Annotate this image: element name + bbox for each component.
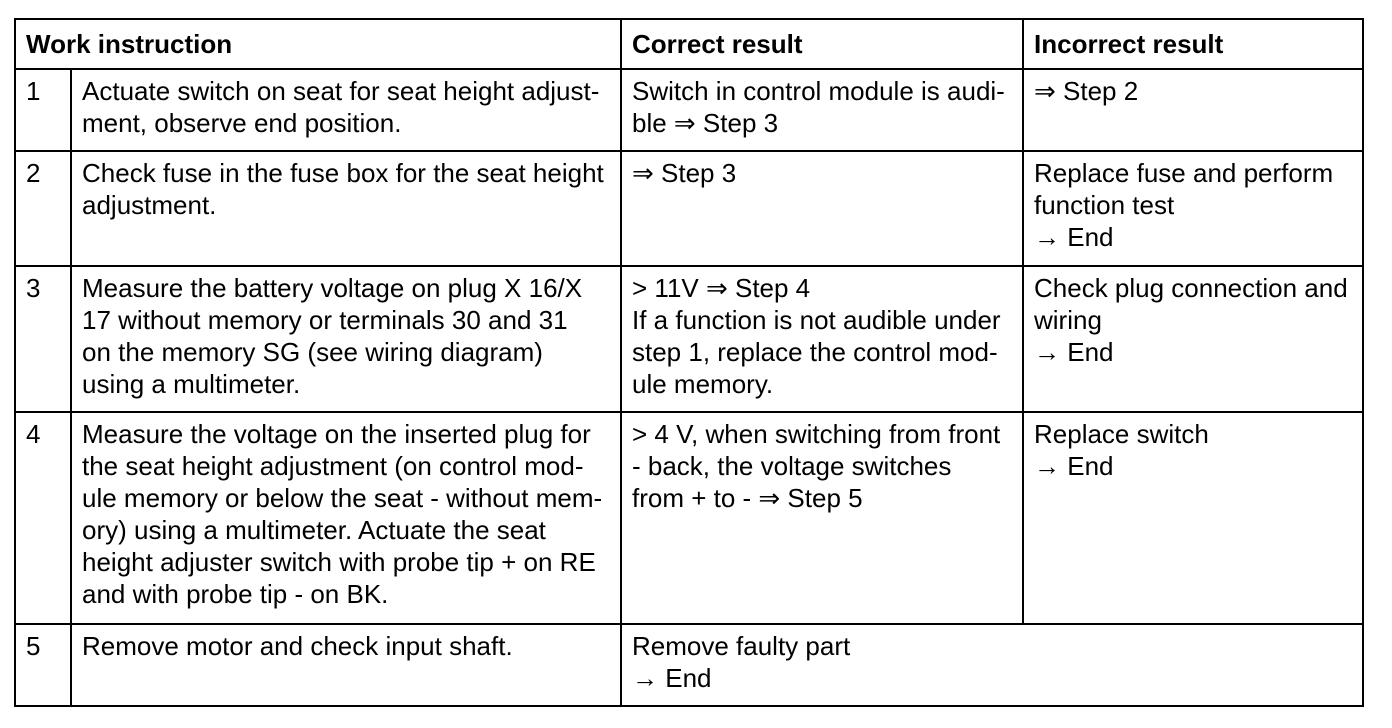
- table-row: [15, 151, 1363, 266]
- table-row: [15, 266, 1363, 412]
- incorrect-result-cell: Replace switch → End: [1023, 412, 1363, 624]
- instruction-cell: Measure the battery voltage on plug X 16/X 17 without memory or terminals 30 and 31 on the memory SG (see wiring diagram) using a multimeter.: [71, 266, 621, 412]
- table-header-row: [15, 19, 1363, 69]
- step-number: 3: [15, 266, 71, 412]
- instruction-cell: Actuate switch on seat for seat height adjust- ment, observe end position.: [71, 69, 621, 151]
- correct-result-cell: > 11V ⇒ Step 4 If a function is not audible under step 1, replace the control mod- ule memory.: [621, 266, 1023, 412]
- correct-result-cell: Switch in control module is audi- ble ⇒ Step 3: [621, 69, 1023, 151]
- header-correct-result: Correct result: [621, 19, 1023, 69]
- header-work-instruction: Work instruction: [15, 19, 621, 69]
- instruction-cell: Remove motor and check input shaft.: [71, 624, 621, 706]
- table-row: [15, 69, 1363, 151]
- incorrect-result-cell: ⇒ Step 2: [1023, 69, 1363, 151]
- merged-result-cell: Remove faulty part → End: [621, 624, 1363, 706]
- step-number: 2: [15, 151, 71, 266]
- table-row: [15, 412, 1363, 624]
- work-instruction-table: [14, 18, 1364, 707]
- step-number: 5: [15, 624, 71, 706]
- instruction-cell: Check fuse in the fuse box for the seat height adjustment.: [71, 151, 621, 266]
- instruction-cell: Measure the voltage on the inserted plug for the seat height adjustment (on control mod- ule memory or below the seat - without mem- ory) using a multimeter. Actuate the seat height adjuster switch with probe tip + on RE and with probe tip - on BK.: [71, 412, 621, 624]
- table-row: [15, 624, 1363, 706]
- incorrect-result-cell: Replace fuse and perform function test → End: [1023, 151, 1363, 266]
- correct-result-cell: > 4 V, when switching from front - back, the voltage switches from + to - ⇒ Step 5: [621, 412, 1023, 624]
- header-incorrect-result: Incorrect result: [1023, 19, 1363, 69]
- step-number: 4: [15, 412, 71, 624]
- correct-result-cell: ⇒ Step 3: [621, 151, 1023, 266]
- step-number: 1: [15, 69, 71, 151]
- incorrect-result-cell: Check plug connection and wiring → End: [1023, 266, 1363, 412]
